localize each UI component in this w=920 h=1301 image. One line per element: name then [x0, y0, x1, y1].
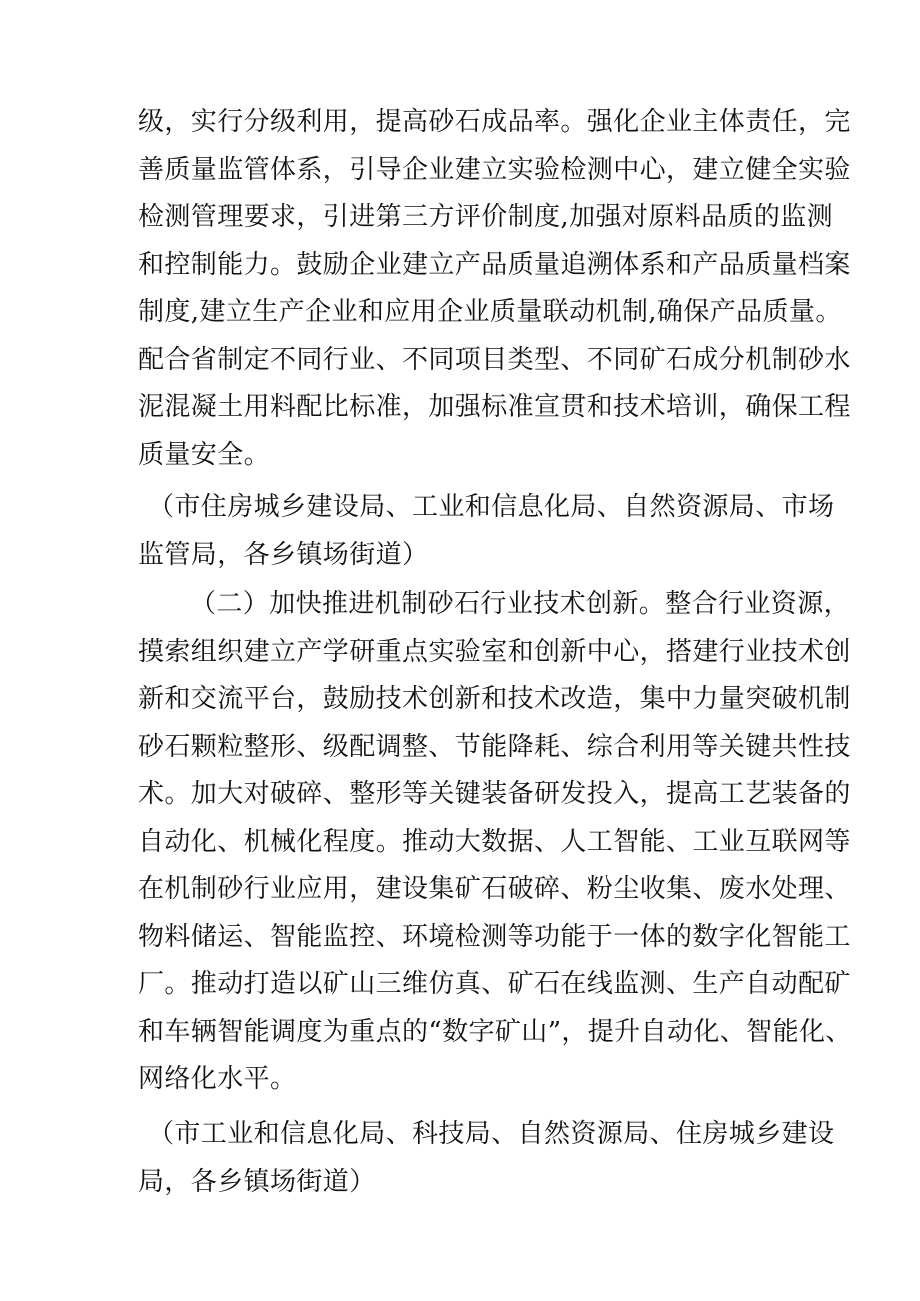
text-line: （市工业和信息化局、科技局、自然资源局、住房城乡建设 [148, 1119, 835, 1149]
text-line: 网络化水平。 [138, 1064, 297, 1094]
text-line: 术。加大对破碎、整形等关键装备研发投入，提高工艺装备的 [138, 779, 851, 809]
text-line: 砂石颗粒整形、级配调整、节能降耗、综合利用等关键共性技 [138, 731, 851, 762]
paragraph-quality-supervision [138, 99, 851, 479]
text-line: 和车辆智能调度为重点的“数字矿山”，提升自动化、智能化、 [138, 1016, 852, 1047]
text-line: 制度,建立生产企业和应用企业质量联动机制,确保产品质量。 [138, 297, 842, 327]
text-line: 厂。推动打造以矿山三维仿真、矿石在线监测、生产自动配矿 [138, 969, 851, 999]
text-line: 质量安全。 [138, 439, 271, 470]
text-line: 摸索组织建立产学研重点实验室和创新中心，搭建行业技术创 [138, 636, 851, 667]
text-line: 级，实行分级利用，提高砂石成品率。强化企业主体责任，完 [138, 107, 851, 137]
text-line: 泥混凝土用料配比标准，加强标准宣贯和技术培训，确保工程 [138, 392, 851, 422]
text-line: （市住房城乡建设局、工业和信息化局、自然资源局、市场 [148, 492, 835, 522]
responsible-departments-note [138, 484, 835, 579]
text-line: 善质量监管体系，引导企业建立实验检测中心，建立健全实验 [138, 154, 851, 185]
text-line: 配合省制定不同行业、不同项目类型、不同矿石成分机制砂水 [138, 344, 851, 375]
text-line: 新和交流平台，鼓励技术创新和技术改造，集中力量突破机制 [138, 684, 851, 714]
responsible-departments-note [138, 1111, 835, 1206]
text-line: 物料储运、智能监控、环境检测等功能于一体的数字化智能工 [138, 921, 851, 952]
paragraph-technology-innovation [138, 581, 852, 1104]
text-line: 局，各乡镇场街道） [138, 1166, 376, 1197]
text-line: 检测管理要求，引进第三方评价制度,加强对原料品质的监测 [138, 202, 834, 232]
text-line: 自动化、机械化程度。推动大数据、人工智能、工业互联网等 [138, 826, 851, 857]
text-line: 监管局，各乡镇场街道） [138, 539, 429, 570]
text-line: 和控制能力。鼓励企业建立产品质量追溯体系和产品质量档案 [138, 249, 851, 280]
section-heading-line: （二）加快推进机制砂石行业技术创新。整合行业资源， [190, 589, 851, 619]
text-line: 在机制砂行业应用，建设集矿石破碎、粉尘收集、废水处理、 [138, 874, 851, 904]
